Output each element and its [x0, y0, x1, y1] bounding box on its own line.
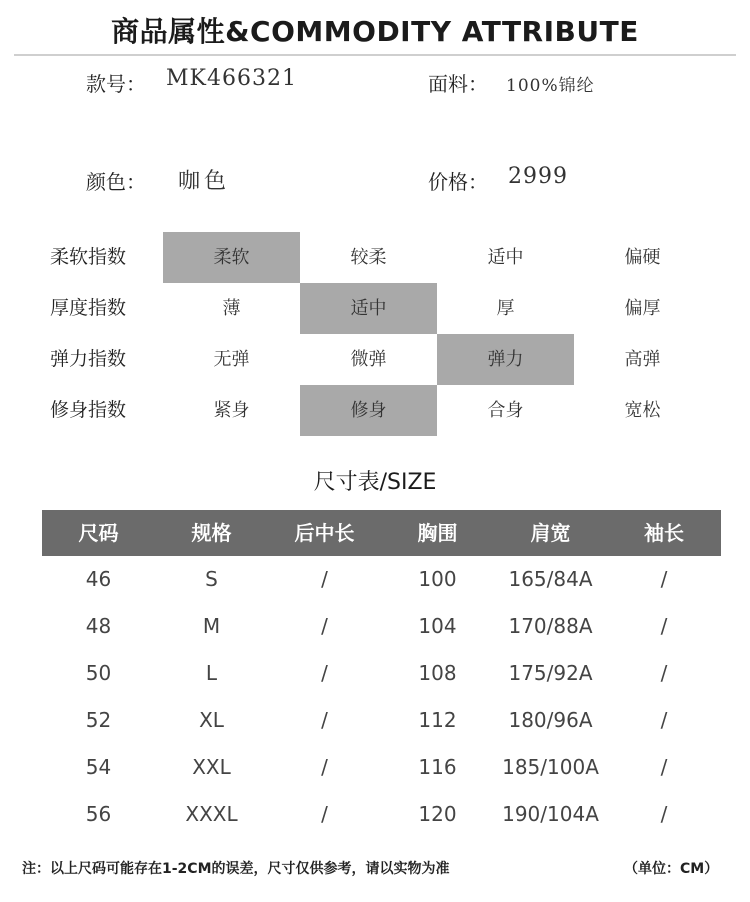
table-cell: XXXL	[185, 802, 238, 826]
index-option: 弹力	[437, 334, 574, 385]
table-cell: XXL	[192, 755, 231, 779]
column-header-back-length: 后中长	[294, 521, 355, 545]
table-cell: 100	[418, 567, 457, 591]
fit-index-row	[0, 385, 750, 436]
unit-note: （单位：CM）	[624, 861, 719, 877]
table-cell: 46	[85, 567, 112, 591]
index-option: 紧身	[213, 400, 250, 421]
measurement-note: 注：以上尺码可能存在1-2CM的误差，尺寸仅供参考，请以实物为准	[22, 861, 450, 877]
table-cell: 104	[418, 614, 457, 638]
table-cell: 185/100A	[502, 755, 599, 779]
price-value: 2999	[508, 164, 568, 189]
style-no-value: MK466321	[166, 66, 297, 91]
thickness-index-row	[0, 283, 750, 334]
color-value: 咖色	[178, 169, 231, 194]
column-header-spec: 规格	[191, 521, 232, 545]
column-header-shoulder: 肩宽	[530, 521, 571, 545]
color-label: 颜色：	[86, 170, 146, 194]
table-cell: 54	[85, 755, 112, 779]
index-label: 修身指数	[50, 399, 127, 421]
table-cell: /	[321, 661, 328, 685]
index-option: 高弹	[624, 349, 661, 370]
index-option: 合身	[487, 400, 524, 421]
size-table-header	[42, 510, 721, 556]
table-cell: 120	[418, 802, 457, 826]
table-cell: /	[660, 614, 668, 638]
index-option: 柔软	[163, 232, 300, 283]
table-cell: 108	[418, 661, 457, 685]
table-cell: /	[660, 802, 668, 826]
column-header-chest: 胸围	[417, 521, 458, 545]
column-header-sleeve: 袖长	[644, 521, 684, 545]
style-no-label: 款号：	[86, 72, 146, 96]
index-label: 弹力指数	[50, 348, 127, 370]
index-option: 厚	[496, 298, 515, 319]
table-cell: 190/104A	[502, 802, 599, 826]
elasticity-index-row	[0, 334, 750, 385]
table-cell: /	[660, 567, 668, 591]
title-divider	[14, 54, 736, 56]
table-cell: 116	[418, 755, 457, 779]
index-option: 偏硬	[624, 247, 661, 268]
column-header-size: 尺码	[78, 521, 119, 545]
softness-index-row	[0, 232, 750, 283]
index-option: 微弹	[350, 349, 387, 370]
index-option: 薄	[222, 298, 241, 319]
table-cell: 112	[418, 708, 457, 732]
table-cell: M	[202, 614, 221, 638]
index-option: 无弹	[213, 349, 250, 370]
index-option: 较柔	[350, 247, 387, 268]
table-cell: /	[321, 755, 328, 779]
fabric-label: 面料：	[428, 72, 488, 96]
table-cell: 180/96A	[508, 708, 593, 732]
index-option: 适中	[300, 283, 437, 334]
index-option: 宽松	[624, 400, 661, 421]
index-option: 适中	[487, 247, 524, 268]
table-cell: L	[205, 661, 218, 685]
table-cell: 48	[85, 614, 112, 638]
table-cell: 170/88A	[508, 614, 593, 638]
fabric-value: 100%锦纶	[506, 76, 595, 96]
table-cell: XL	[199, 708, 224, 732]
table-cell: /	[660, 661, 668, 685]
page-title: 商品属性&COMMODITY ATTRIBUTE	[111, 15, 639, 48]
index-label: 厚度指数	[50, 297, 127, 319]
price-label: 价格：	[428, 170, 488, 194]
table-cell: 165/84A	[508, 567, 593, 591]
index-option: 修身	[300, 385, 437, 436]
table-cell: 56	[85, 802, 112, 826]
table-cell: 50	[85, 661, 112, 685]
table-cell: /	[321, 614, 328, 638]
table-cell: /	[321, 567, 328, 591]
table-cell: /	[321, 708, 328, 732]
index-option: 偏厚	[624, 298, 661, 319]
index-label: 柔软指数	[50, 246, 127, 268]
table-cell: /	[321, 802, 328, 826]
table-cell: S	[205, 567, 218, 591]
table-cell: /	[660, 708, 668, 732]
table-cell: 52	[85, 708, 112, 732]
table-cell: 175/92A	[508, 661, 593, 685]
table-cell: /	[660, 755, 668, 779]
size-table-title: 尺寸表/SIZE	[313, 470, 437, 495]
